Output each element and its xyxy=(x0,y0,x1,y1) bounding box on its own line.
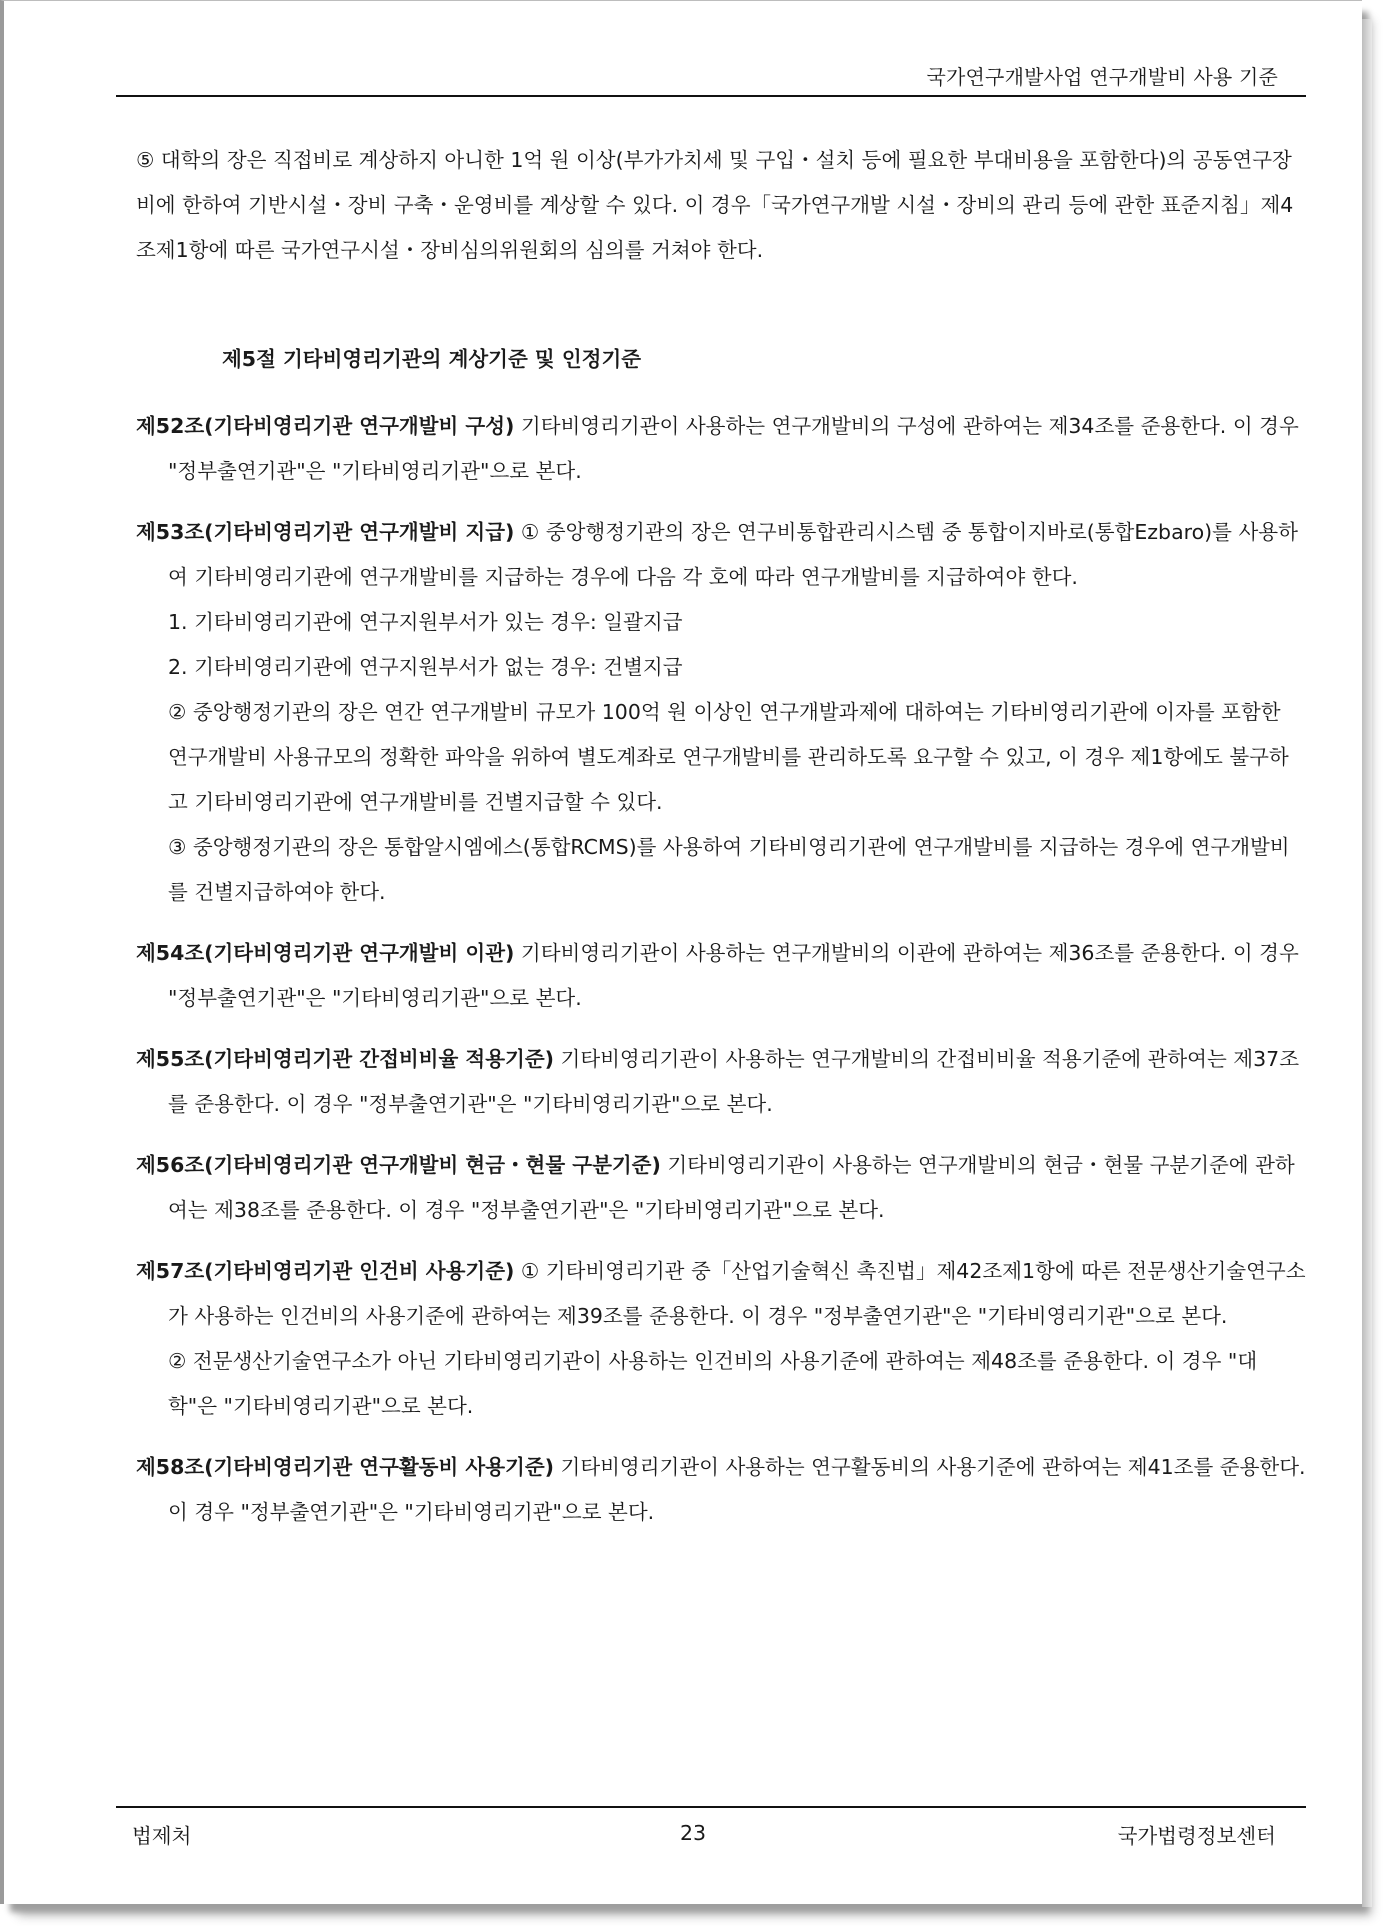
article-53-text: ① 중앙행정기관의 장은 연구비통합관리시스템 중 통합이지바로(통합Ezbaro)를 사용하여 기타비영리기관에 연구개발비를 지급하는 경우에 다음 각 호에 따라 연구개발비를 지급하여야 한다. xyxy=(168,520,1298,589)
article-52-text: 기타비영리기관이 사용하는 연구개발비의 구성에 관하여는 제34조를 준용한다. 이 경우 "정부출연기관"은 "기타비영리기관"으로 본다. xyxy=(168,414,1299,483)
article-53-paragraph-2: ② 중앙행정기관의 장은 연간 연구개발비 규모가 100억 원 이상인 연구개발과제에 대하여는 기타비영리기관에 이자를 포함한 연구개발비 사용규모의 정확한 파악을 위하여 별도계좌로 연구개발비를 관리하도록 요구할 수 있고, 이 경우 제1항에도 불구하고 기타비영리기관에 연구개발비를 건별지급할 수 있다. xyxy=(168,700,1289,814)
article-54 xyxy=(136,931,1306,1021)
article-53-item-2: 2. 기타비영리기관에 연구지원부서가 없는 경우: 건별지급 xyxy=(168,655,683,679)
article-56-text: 기타비영리기관이 사용하는 연구개발비의 현금・현물 구분기준에 관하여는 제38조를 준용한다. 이 경우 "정부출연기관"은 "기타비영리기관"으로 본다. xyxy=(168,1153,1295,1222)
article-54-heading: 제54조(기타비영리기관 연구개발비 이관) xyxy=(136,941,515,965)
article-56-heading: 제56조(기타비영리기관 연구개발비 현금・현물 구분기준) xyxy=(136,1153,661,1177)
document-body xyxy=(136,138,1306,1535)
article-57-text: ① 기타비영리기관 중「산업기술혁신 촉진법」제42조제1항에 따른 전문생산기술연구소가 사용하는 인건비의 사용기준에 관하여는 제39조를 준용한다. 이 경우 "정부출연기관"은 "기타비영리기관"으로 본다. xyxy=(168,1259,1306,1328)
article-56 xyxy=(136,1143,1306,1233)
section-title: 제5절 기타비영리기관의 계상기준 및 인정기준 xyxy=(222,347,642,371)
footer-rule xyxy=(116,1806,1306,1808)
article-52-heading: 제52조(기타비영리기관 연구개발비 구성) xyxy=(136,414,515,438)
article-53 xyxy=(136,510,1306,915)
article-57-heading: 제57조(기타비영리기관 인건비 사용기준) xyxy=(136,1259,515,1283)
page-number: 23 xyxy=(680,1821,707,1845)
article-55-text: 기타비영리기관이 사용하는 연구개발비의 간접비비율 적용기준에 관하여는 제37조를 준용한다. 이 경우 "정부출연기관"은 "기타비영리기관"으로 본다. xyxy=(168,1047,1300,1116)
article-53-item-1: 1. 기타비영리기관에 연구지원부서가 있는 경우: 일괄지급 xyxy=(168,610,683,634)
article-54-text: 기타비영리기관이 사용하는 연구개발비의 이관에 관하여는 제36조를 준용한다. 이 경우 "정부출연기관"은 "기타비영리기관"으로 본다. xyxy=(168,941,1299,1010)
article-57-paragraph-2: ② 전문생산기술연구소가 아닌 기타비영리기관이 사용하는 인건비의 사용기준에 관하여는 제48조를 준용한다. 이 경우 "대학"은 "기타비영리기관"으로 본다. xyxy=(168,1349,1258,1418)
article-58-heading: 제58조(기타비영리기관 연구활동비 사용기준) xyxy=(136,1455,554,1479)
intro-paragraph: ⑤ 대학의 장은 직접비로 계상하지 아니한 1억 원 이상(부가가치세 및 구입・설치 등에 필요한 부대비용을 포함한다)의 공동연구장비에 한하여 기반시설・장비 구축・운영비를 계상할 수 있다. 이 경우「국가연구개발 시설・장비의 관리 등에 관한 표준지침」제4조제1항에 따른 국가연구시설・장비심의위원회의 심의를 거쳐야 한다. xyxy=(136,148,1294,262)
article-53-heading: 제53조(기타비영리기관 연구개발비 지급) xyxy=(136,520,515,544)
running-header: 국가연구개발사업 연구개발비 사용 기준 xyxy=(926,65,1278,89)
article-52 xyxy=(136,404,1306,494)
article-58 xyxy=(136,1445,1306,1535)
article-57 xyxy=(136,1249,1306,1429)
footer-source: 국가법령정보센터 xyxy=(1117,1824,1276,1848)
article-55 xyxy=(136,1037,1306,1127)
footer-publisher: 법제처 xyxy=(132,1824,192,1848)
article-55-heading: 제55조(기타비영리기관 간접비비율 적용기준) xyxy=(136,1047,554,1071)
article-53-paragraph-3: ③ 중앙행정기관의 장은 통합알시엠에스(통합RCMS)를 사용하여 기타비영리기관에 연구개발비를 지급하는 경우에 연구개발비를 건별지급하여야 한다. xyxy=(168,835,1290,904)
header-rule xyxy=(116,95,1306,97)
article-58-text: 기타비영리기관이 사용하는 연구활동비의 사용기준에 관하여는 제41조를 준용한다. 이 경우 "정부출연기관"은 "기타비영리기관"으로 본다. xyxy=(168,1455,1306,1524)
